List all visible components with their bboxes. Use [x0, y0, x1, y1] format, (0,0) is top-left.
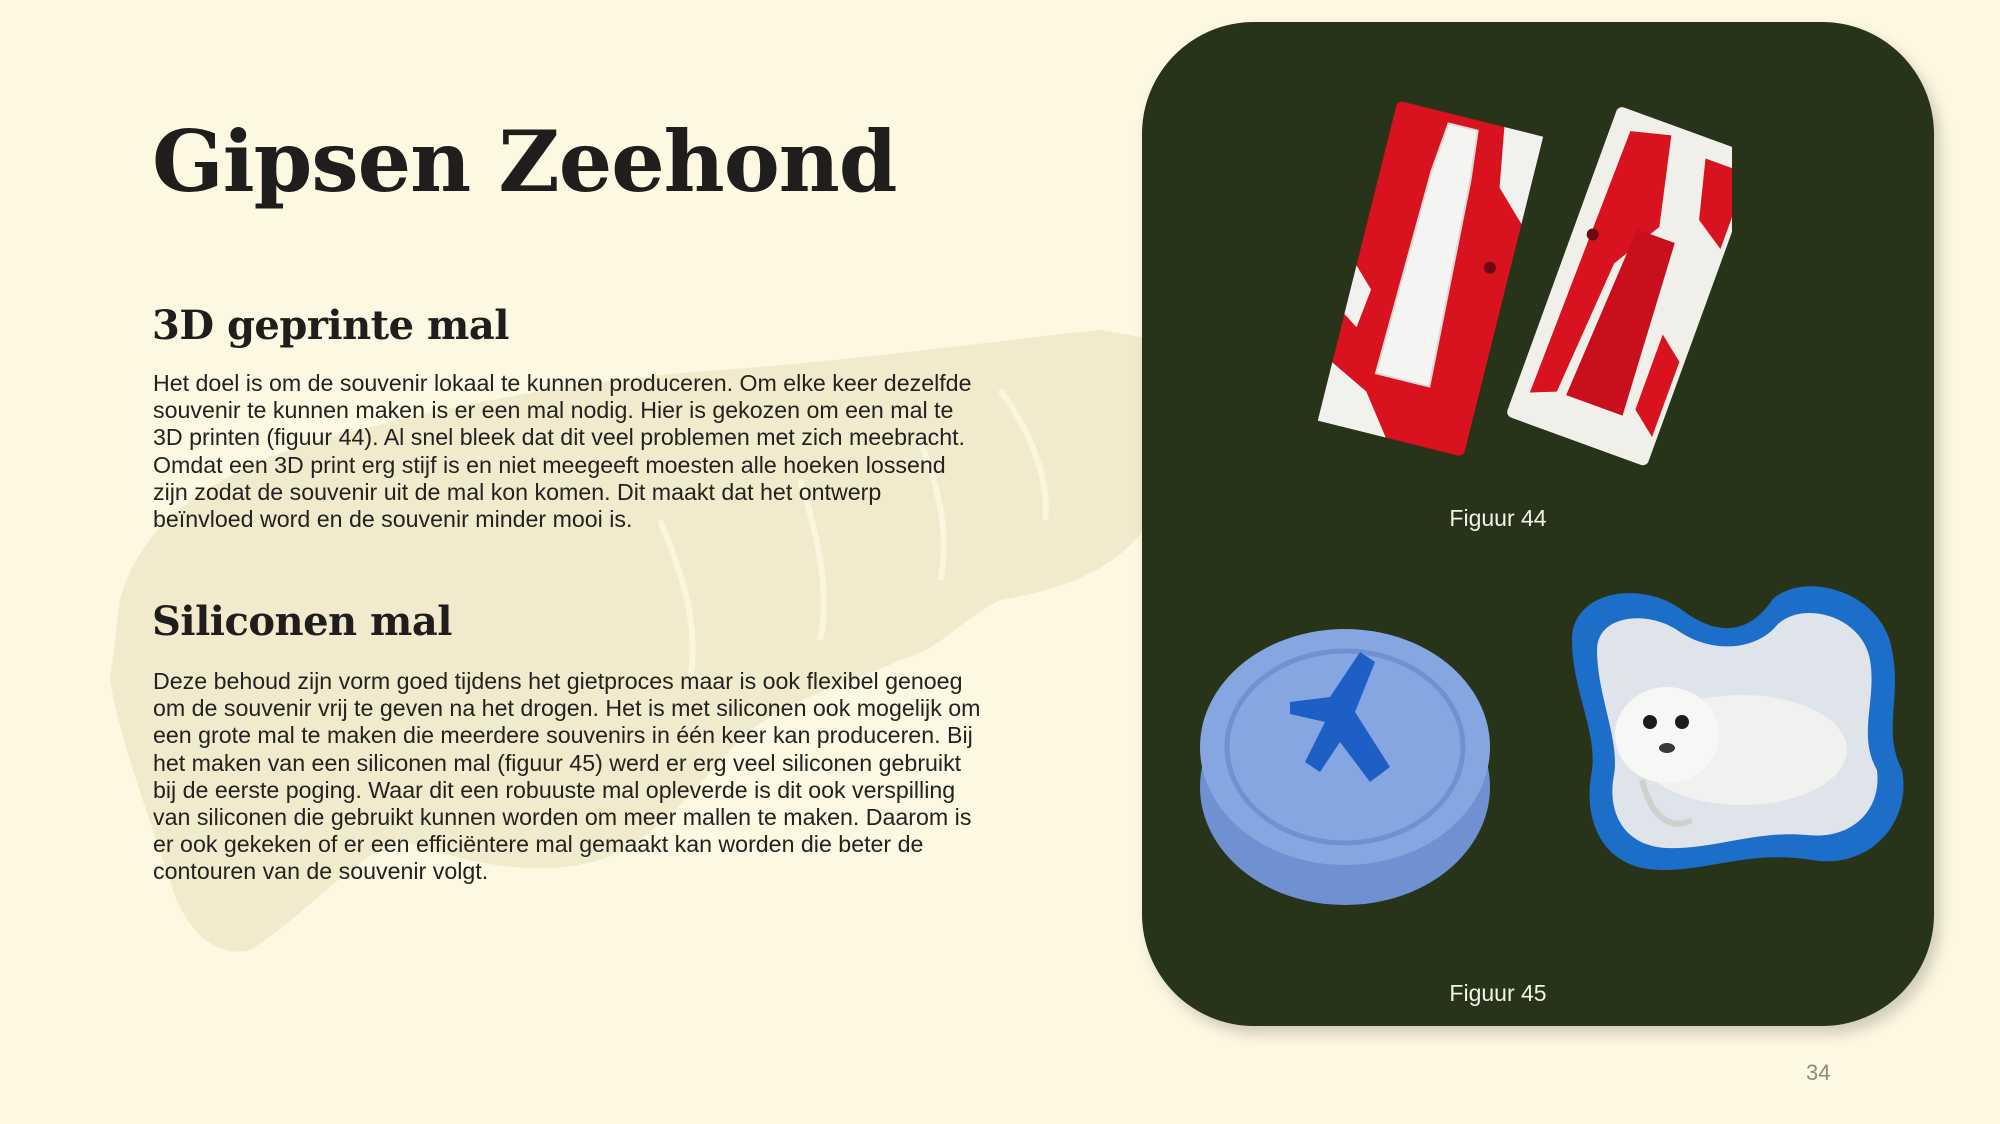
figure-44-3d-printed-mold-image — [1312, 82, 1732, 502]
figure-45-round-silicone-mold-image — [1190, 602, 1500, 912]
section-heading-silicone-mold: Siliconen mal — [152, 598, 452, 645]
figure-45-seal-silicone-mold-image — [1552, 570, 1912, 890]
section-heading-3d-mold: 3D geprinte mal — [152, 302, 509, 349]
section-body-silicone-mold: Deze behoud zijn vorm goed tijdens het gietproces maar is ook flexibel genoeg om de souvenir vrij te geven na het drogen. Het is met siliconen ook mogelijk om een grote mal te maken die meerdere souvenirs in één keer kan produceren. Bij het maken van een siliconen mal (figuur 45) werd er erg veel siliconen gebruikt bij de eerste poging. Waar dit een robuuste mal opleverde is dit ook verspilling van siliconen die gebruikt kunnen worden om meer mallen te maken. Daarom is er ook gekeken of er een efficiëntere mal gemaakt kan worden die beter de contouren van de souvenir volgt. — [153, 668, 981, 885]
figure-44-caption: Figuur 44 — [1449, 505, 1547, 531]
page-number: 34 — [1806, 1060, 1831, 1085]
section-body-3d-mold: Het doel is om de souvenir lokaal te kunnen produceren. Om elke keer dezelfde souvenir te kunnen maken is er een mal nodig. Hier is gekozen om een mal te 3D printen (figuur 44). Al snel bleek dat dit veel problemen met zich meebracht. Omdat een 3D print erg stijf is en niet meegeeft moesten alle hoeken lossend zijn zodat de souvenir uit de mal kon komen. Dit maakt dat het ontwerp beïnvloed word en de souvenir minder mooi is. — [153, 370, 972, 533]
figure-45-caption: Figuur 45 — [1449, 980, 1547, 1006]
page-title: Gipsen Zeehond — [152, 112, 897, 211]
